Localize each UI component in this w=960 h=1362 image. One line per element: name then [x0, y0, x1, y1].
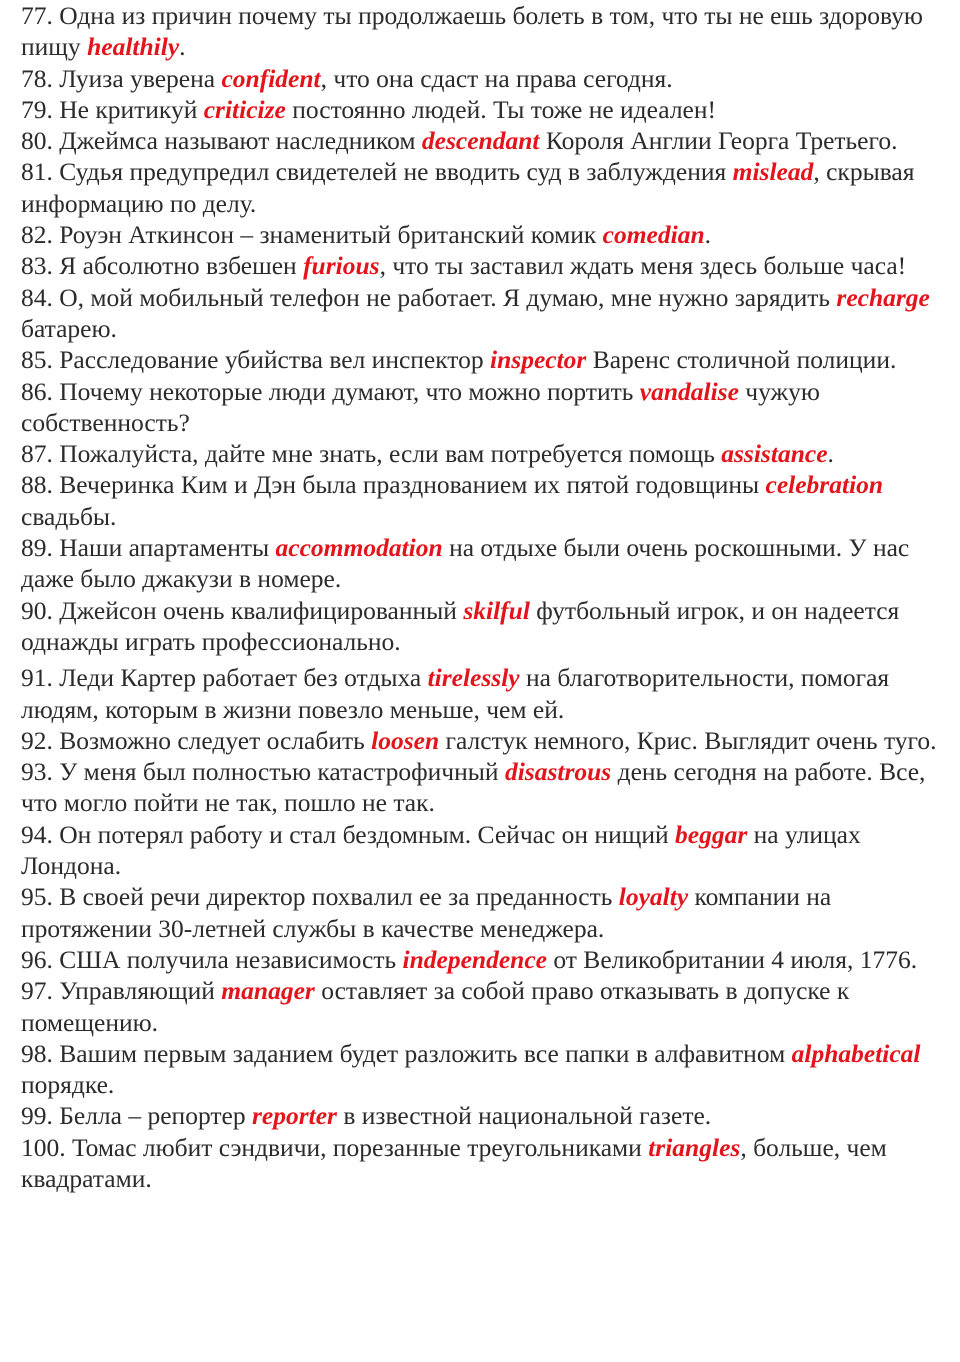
keyword-answer: disastrous [504, 757, 612, 787]
keyword-answer: criticize [203, 94, 286, 124]
sentence-text: в известной национальной газете. [336, 1101, 712, 1131]
sentence-text: на отдыхе были очень роскошными. У нас даже было джакузи в номере. [21, 533, 910, 594]
sentence-item [21, 1132, 946, 1195]
sentence-text: оставляет за собой право отказывать в допуске к помещению. [21, 976, 850, 1037]
sentence-item [21, 725, 946, 756]
sentence-text: . [179, 32, 186, 62]
sentence-text: 77. Одна из причин почему ты продолжаешь болеть в том, что ты не ешь здоровую пищу [21, 1, 923, 62]
sentence-text: порядке. [21, 1070, 115, 1100]
sentence-text: на благотворительности, помогая людям, которым в жизни повезло меньше, чем ей. [21, 663, 890, 724]
sentence-text: 92. Возможно следует ослабить [21, 725, 372, 755]
keyword-answer: assistance [721, 439, 828, 469]
keyword-answer: comedian [602, 220, 705, 250]
sentence-item [21, 944, 946, 975]
keyword-answer: alphabetical [791, 1038, 921, 1068]
keyword-answer: vandalise [639, 376, 739, 406]
sentence-text: Варенс столичной полиции. [586, 345, 897, 375]
sentence-text: 90. Джейсон очень квалифицированный [21, 595, 464, 625]
sentence-text: галстук немного, Крис. Выглядит очень туго. [439, 725, 937, 755]
keyword-answer: descendant [421, 126, 540, 156]
sentence-text: 84. О, мой мобильный телефон не работает. Я думаю, мне нужно зарядить [21, 282, 837, 312]
keyword-answer: loosen [371, 725, 440, 755]
sentence-text: , больше, чем квадратами. [21, 1132, 887, 1193]
keyword-answer: inspector [490, 345, 587, 375]
sentence-text: 97. Управляющий [21, 976, 222, 1006]
sentence-text: футбольный игрок, и он надеется однажды играть профессионально. [21, 595, 900, 656]
keyword-answer: celebration [765, 470, 884, 500]
sentence-item [21, 595, 946, 658]
keyword-answer: beggar [675, 819, 748, 849]
sentence-text: 95. В своей речи директор похвалил ее за преданность [21, 882, 619, 912]
sentence-text: 100. Томас любит сэндвичи, порезанные треугольниками [21, 1132, 649, 1162]
sentence-text: , что ты заставил ждать меня здесь больше часа! [379, 251, 907, 281]
keyword-answer: loyalty [618, 882, 689, 912]
sentence-text: , скрывая информацию по делу. [21, 157, 915, 218]
sentence-item [21, 1100, 946, 1131]
sentence-text: 93. У меня был полностью катастрофичный [21, 757, 505, 787]
sentence-item [21, 0, 946, 63]
keyword-answer: furious [303, 251, 380, 281]
sentence-text: , что она сдаст на права сегодня. [320, 63, 673, 93]
sentence-text: 98. Вашим первым заданием будет разложить все папки в алфавитном [21, 1038, 792, 1068]
sentence-item [21, 881, 946, 944]
sentence-text: 83. Я абсолютно взбешен [21, 251, 304, 281]
sentence-text: 81. Судья предупредил свидетелей не вводить суд в заблуждения [21, 157, 733, 187]
keyword-answer: healthily [87, 32, 180, 62]
sentence-item [21, 94, 946, 125]
sentence-text: 86. Почему некоторые люди думают, что можно портить [21, 376, 640, 406]
sentence-item [21, 156, 946, 219]
exercise-page [21, 0, 946, 1194]
sentence-item [21, 250, 946, 281]
sentence-text: 85. Расследование убийства вел инспектор [21, 345, 490, 375]
sentence-text: . [704, 220, 712, 250]
sentence-text: день сегодня на работе. Все, что могло пойти не так, пошло не так. [21, 757, 926, 818]
sentence-text: 82. Роуэн Аткинсон – знаменитый британский комик [21, 220, 603, 250]
keyword-answer: recharge [836, 282, 930, 312]
sentence-item [21, 756, 946, 819]
sentence-item [21, 219, 946, 250]
keyword-answer: accommodation [275, 533, 443, 563]
sentence-text: компании на протяжении 30-летней службы в качестве менеджера. [21, 882, 832, 943]
sentence-text: 94. Он потерял работу и стал бездомным. Сейчас он нищий [21, 819, 676, 849]
sentence-text: на улицах Лондона. [21, 819, 861, 881]
sentence-text: постоянно людей. Ты тоже не идеален! [285, 94, 717, 124]
keyword-answer: tirelessly [427, 663, 520, 693]
keyword-answer: independence [402, 944, 547, 974]
sentence-item [21, 469, 946, 532]
sentence-text: 89. Наши апартаменты [21, 533, 276, 563]
sentence-item [21, 282, 946, 345]
keyword-answer: mislead [732, 157, 814, 187]
keyword-answer: reporter [251, 1101, 337, 1131]
sentence-item [21, 344, 946, 375]
sentence-item [21, 376, 946, 439]
keyword-answer: skilful [463, 595, 530, 625]
sentence-item [21, 819, 946, 882]
sentence-item [21, 662, 946, 725]
sentence-text: 87. Пожалуйста, дайте мне знать, если вам потребуется помощь [21, 439, 722, 469]
sentence-text: 79. Не критикуй [21, 94, 204, 124]
sentence-text: свадьбы. [21, 501, 117, 531]
keyword-answer: confident [221, 63, 321, 93]
sentence-text: от Великобритании 4 июля, 1776. [547, 944, 918, 974]
sentence-item [21, 438, 946, 469]
sentence-text: Короля Англии Георга Третьего. [539, 126, 898, 156]
sentence-text: . [827, 439, 834, 469]
sentence-text: 99. Белла – репортер [21, 1101, 252, 1131]
sentence-item [21, 63, 946, 94]
keyword-answer: triangles [648, 1132, 741, 1162]
sentence-item [21, 1038, 946, 1101]
sentence-item [21, 975, 946, 1038]
sentence-item [21, 532, 946, 595]
sentence-text: 88. Вечеринка Ким и Дэн была празднованием их пятой годовщины [21, 470, 766, 500]
sentence-text: чужую собственность? [21, 376, 820, 437]
sentence-text: 80. Джеймса называют наследником [21, 126, 422, 156]
sentence-text: батарею. [21, 313, 117, 343]
sentence-text: 96. США получила независимость [21, 944, 403, 974]
sentence-item [21, 125, 946, 156]
sentence-text: 91. Леди Картер работает без отдыха [21, 663, 428, 693]
keyword-answer: manager [221, 976, 315, 1006]
sentence-text: 78. Луиза уверена [21, 63, 222, 93]
